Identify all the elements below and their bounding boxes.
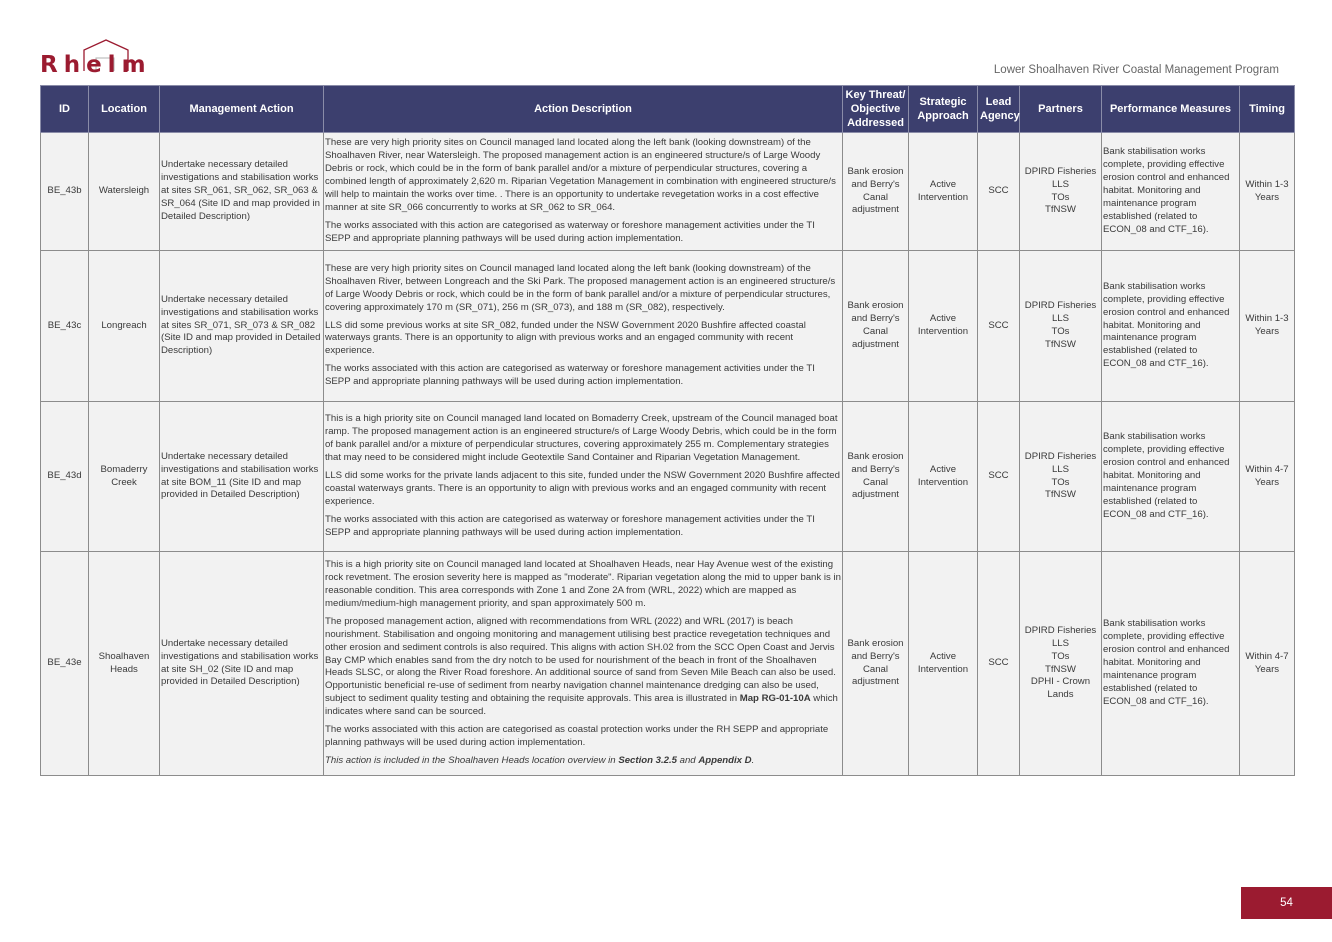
table-row xyxy=(41,552,1295,776)
logo-text: Rhelm xyxy=(40,52,152,78)
cell-partners xyxy=(1020,133,1102,251)
col-header-lead-agency: Lead Agency xyxy=(978,86,1020,133)
partner-item: TOs xyxy=(1051,476,1070,488)
desc-paragraph xyxy=(325,616,841,720)
desc-text: and xyxy=(676,755,699,767)
partner-item: TfNSW xyxy=(1045,489,1076,501)
partner-item: TOs xyxy=(1051,191,1070,203)
cell-location: Longreach xyxy=(89,251,160,402)
appendix-reference: Appendix D xyxy=(698,755,752,767)
cell-partners xyxy=(1020,251,1102,402)
cell-location: Bomaderry Creek xyxy=(89,402,160,552)
col-header-location: Location xyxy=(89,86,160,133)
desc-note xyxy=(325,755,841,768)
partner-item: LLS xyxy=(1051,178,1070,190)
cell-id: BE_43e xyxy=(41,552,89,776)
partner-item: DPHI - Crown Lands xyxy=(1030,676,1091,701)
partner-item: TfNSW xyxy=(1045,204,1076,216)
cell-performance-measures: Bank stabilisation works complete, providing effective erosion control and enhanced habitat. Monitoring and maintenance program established (related to ECON_08 and CTF_16). xyxy=(1102,251,1240,402)
cell-strategic-approach: Active Intervention xyxy=(909,251,978,402)
cell-management-action: Undertake necessary detailed investigations and stabilisation works at sites SR_061, SR_062, SR_063 & SR_064 (Site ID and map provided in Detailed Description) xyxy=(160,133,324,251)
desc-paragraph: The works associated with this action are categorised as waterway or foreshore management activities under the TI SEPP and appropriate planning pathways will be used during action implementation. xyxy=(325,363,815,388)
partner-item: TOs xyxy=(1051,650,1070,662)
col-header-partners: Partners xyxy=(1020,86,1102,133)
cell-management-action: Undertake necessary detailed investigations and stabilisation works at site BOM_11 (Site ID and map provided in Detailed Description) xyxy=(160,402,324,552)
cell-management-action: Undertake necessary detailed investigations and stabilisation works at sites SR_071, SR_073 & SR_082 (Site ID and map provided in Detailed Description) xyxy=(160,251,324,402)
cell-performance-measures: Bank stabilisation works complete, providing effective erosion control and enhanced habitat. Monitoring and maintenance program established (related to ECON_08 and CTF_16). xyxy=(1102,552,1240,776)
management-actions-table xyxy=(40,85,1295,776)
desc-text: This action is included in the Shoalhaven Heads location overview in xyxy=(325,755,619,767)
col-header-management-action: Management Action xyxy=(160,86,324,133)
cell-timing: Within 1-3 Years xyxy=(1240,251,1295,402)
partner-item: LLS xyxy=(1051,313,1070,325)
cell-action-description xyxy=(324,133,843,251)
table-header-row xyxy=(41,86,1295,133)
cell-action-description xyxy=(324,251,843,402)
partner-item: DPIRD Fisheries xyxy=(1024,450,1097,462)
partner-item: TOs xyxy=(1051,326,1070,337)
partner-item: DPIRD Fisheries xyxy=(1024,300,1097,312)
partner-item: LLS xyxy=(1051,637,1070,649)
cell-action-description xyxy=(324,402,843,552)
desc-text: which indicates where sand can be sourced. xyxy=(325,693,838,718)
col-header-id: ID xyxy=(41,86,89,133)
cell-key-threat: Bank erosion and Berry's Canal adjustment xyxy=(843,251,909,402)
partner-item: TfNSW xyxy=(1045,338,1076,350)
cell-action-description xyxy=(324,552,843,776)
cell-lead-agency: SCC xyxy=(978,133,1020,251)
cell-lead-agency: SCC xyxy=(978,552,1020,776)
desc-paragraph: This is a high priority site on Council managed land located on Bomaderry Creek, upstream of the Council managed boat ramp. The proposed management action is an engineered structure/s of Large Woody Debris, which could be in the form of bank parallel and/or a mixture of perpendicular structures, covering approximately 255 m. Complementary strategies that may need to be considered might include Geotextile Sand Container and Riparian Vegetation Management. xyxy=(325,413,838,464)
cell-performance-measures: Bank stabilisation works complete, providing effective erosion control and enhanced habitat. Monitoring and maintenance program established (related to ECON_08 and CTF_16). xyxy=(1102,402,1240,552)
desc-text: . xyxy=(751,755,755,767)
desc-paragraph: LLS did some works for the private lands adjacent to this site, funded under the NSW Government 2020 Bushfire affected coastal waterways grants. There is an opportunity to align with previous works and an engaged community with recent experience. xyxy=(325,470,840,507)
cell-strategic-approach: Active Intervention xyxy=(909,402,978,552)
cell-location: Shoalhaven Heads xyxy=(89,552,160,776)
cell-id: BE_43b xyxy=(41,133,89,251)
document-title: Lower Shoalhaven River Coastal Management Program xyxy=(993,64,1279,76)
desc-paragraph: The works associated with this action are categorised as waterway or foreshore management activities under the TI SEPP and appropriate planning pathways will be used during action implementation. xyxy=(325,219,815,244)
col-header-strategic-approach: Strategic Approach xyxy=(909,86,978,133)
partner-item: DPIRD Fisheries xyxy=(1024,624,1097,636)
rhelm-logo xyxy=(40,38,160,80)
cell-key-threat: Bank erosion and Berry's Canal adjustment xyxy=(843,402,909,552)
cell-partners xyxy=(1020,402,1102,552)
cell-key-threat: Bank erosion and Berry's Canal adjustment xyxy=(843,552,909,776)
table-row xyxy=(41,133,1295,251)
cell-id: BE_43d xyxy=(41,402,89,552)
cell-location: Watersleigh xyxy=(89,133,160,251)
col-header-performance-measures: Performance Measures xyxy=(1102,86,1240,133)
cell-partners xyxy=(1020,552,1102,776)
cell-timing: Within 1-3 Years xyxy=(1240,133,1295,251)
desc-paragraph: These are very high priority sites on Council managed land located along the left bank (looking downstream) of the Shoalhaven River, between Longreach and the Ski Park. The proposed management action is an engineered structure/s of Large Woody Debris or rock, which could be in the form of bank parallel and/or a mixture of perpendicular structures, covering approximately 170 m (SR_071), 256 m (SR_073), and 188 m (SR_082), respectively. xyxy=(325,262,836,313)
table-row xyxy=(41,251,1295,402)
cell-management-action: Undertake necessary detailed investigations and stabilisation works at site SH_02 (Site ID and map provided in Detailed Description) xyxy=(160,552,324,776)
map-reference: Map RG-01-10A xyxy=(739,693,811,705)
partner-item: TfNSW xyxy=(1045,663,1076,675)
cell-lead-agency: SCC xyxy=(978,251,1020,402)
desc-paragraph: This is a high priority site on Council managed land located at Shoalhaven Heads, near Hay Avenue west of the existing rock revetment. The erosion severity here is mapped as "moderate". Riparian vegetation along the mid to upper bank is in reasonable condition. This area corresponds with Zone 1 and Zone 2A from (WRL, 2022) which are mapped as medium/medium-high management priority, and span approximately 500 m. xyxy=(325,558,841,609)
desc-paragraph: The works associated with this action are categorised as waterway or foreshore management activities under the TI SEPP and appropriate planning pathways will be used during action implementation. xyxy=(325,513,815,538)
desc-paragraph: The works associated with this action are categorised as coastal protection works under the RH SEPP and appropriate planning pathways will be used during action implementation. xyxy=(325,724,829,749)
col-header-action-description: Action Description xyxy=(324,86,843,133)
cell-performance-measures: Bank stabilisation works complete, providing effective erosion control and enhanced habitat. Monitoring and maintenance program established (related to ECON_08 and CTF_16). xyxy=(1102,133,1240,251)
desc-text: The proposed management action, aligned with recommendations from WRL (2022) and WRL (2017) is beach nourishment. Stabilisation and ongoing monitoring and management utilising best practice revegetation techniques and other erosion and sediment controls is also required. This aligns with action SH.02 from the SCC Open Coast and Jervis Bay CMP which enables sand from the dry notch to be used for nourishment of the beach in front of the Shoalhaven Heads SLSC, or along the River Road foreshore. An additional source of sand from Seven Mile Beach can also be used. Opportunistic beneficial re-use of sediment from nearby navigation channel maintenance dredging can also be used, subject to sediment quality testing and obtaining the requisite approvals. This area is illustrated in xyxy=(325,615,836,705)
cell-timing: Within 4-7 Years xyxy=(1240,552,1295,776)
cell-key-threat: Bank erosion and Berry's Canal adjustment xyxy=(843,133,909,251)
cell-strategic-approach: Active Intervention xyxy=(909,133,978,251)
partner-item: DPIRD Fisheries xyxy=(1024,165,1097,177)
col-header-key-threat: Key Threat/ Objective Addressed xyxy=(843,86,909,133)
cell-timing: Within 4-7 Years xyxy=(1240,402,1295,552)
desc-paragraph: These are very high priority sites on Council managed land located along the left bank (looking downstream) of the Shoalhaven River, near Watersleigh. The proposed management action is an engineered structure/s of Large Woody Debris or rock, which could be in the form of bank parallel and/or a mixture of perpendicular structures, covering a combined length of approximately 2,620 m. Riparian Vegetation Management in combination with engineered structure/s will help to maintain the works over time. . There is an opportunity to undertake revegetation works in a cost effective manner at site SR_066 concurrently to works at SR_062 to SR_064. xyxy=(325,137,836,213)
partner-item: LLS xyxy=(1051,463,1070,475)
col-header-timing: Timing xyxy=(1240,86,1295,133)
section-reference: Section 3.2.5 xyxy=(618,755,677,767)
table-row xyxy=(41,402,1295,552)
cell-id: BE_43c xyxy=(41,251,89,402)
cell-lead-agency: SCC xyxy=(978,402,1020,552)
page-number: 54 xyxy=(1241,887,1332,919)
cell-strategic-approach: Active Intervention xyxy=(909,552,978,776)
desc-paragraph: LLS did some previous works at site SR_082, funded under the NSW Government 2020 Bushfire affected coastal waterways grants. There is an opportunity to align with previous works and an engaged community with recent experience. xyxy=(325,319,806,357)
